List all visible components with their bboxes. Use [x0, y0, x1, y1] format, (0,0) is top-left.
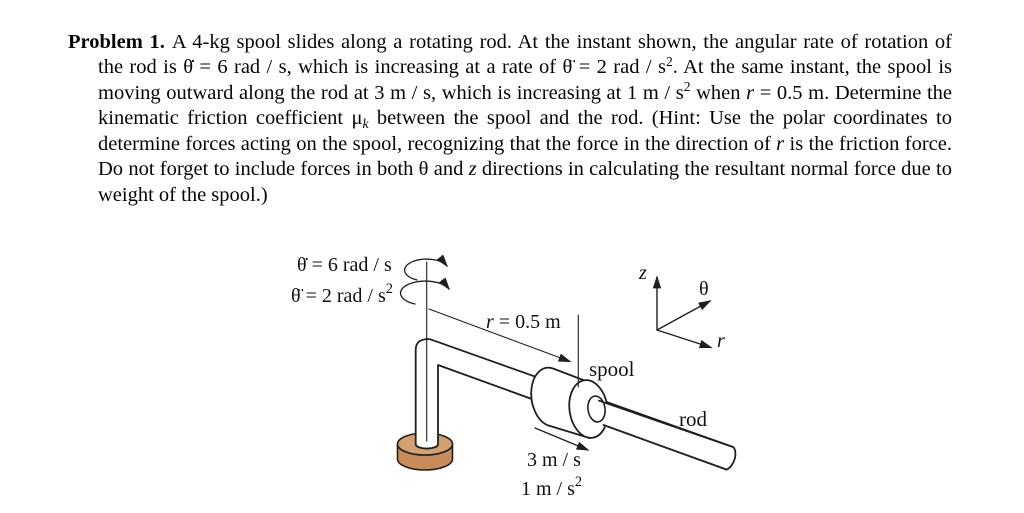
superscript-2: 2	[665, 53, 673, 69]
axis-theta-arrow	[657, 301, 710, 330]
axis-theta-label: θ	[699, 278, 709, 300]
theta-ddot-rate-label	[291, 281, 393, 307]
theta-ddot-main: θ̈ = 2 rad / s	[291, 285, 386, 307]
problem-text-segment: A 4-kg spool slides along a rotating rod. At the instant shown, the angular rate of rotation of the rod is θ̇ = 6 rad / s, which is increasing at a rate of θ̈ = 2 rad / s	[98, 30, 952, 79]
rotation-arrow-theta-dot	[405, 259, 447, 280]
axis-z-label: z	[639, 262, 647, 284]
radius-dimension-label	[486, 311, 561, 333]
problem-statement	[0, 30, 952, 209]
radius-value: = 0.5 m	[493, 311, 561, 333]
theta-ddot-superscript: 2	[385, 281, 393, 297]
rod-label: rod	[679, 407, 707, 431]
problem-text-segment: directions in calculating the resultant normal force due to weight of the spool.)	[98, 158, 952, 207]
radius-variable: r	[486, 311, 494, 333]
figure-spool-rod	[270, 235, 780, 513]
superscript-2: 2	[683, 79, 691, 95]
figure-linework	[398, 259, 741, 470]
problem-text-segment: . At the same instant, the spool is moving outward along the rod at 3 m / s, which is increasing at 1 m / s	[98, 56, 952, 104]
problem-text-segment: between the spool and the rod. (Hint: Use the polar coordinates to determine forces acting on the spool, recognizing that the force in the direction of	[98, 107, 952, 155]
variable-r: r	[776, 132, 785, 155]
rod-right-fill	[599, 400, 741, 470]
subscript-k: k	[362, 115, 369, 131]
acceleration-superscript: 2	[574, 474, 583, 490]
theta-dot-rate-label: θ̇ = 6 rad / s	[297, 254, 392, 276]
variable-r: r	[746, 81, 755, 104]
figure-svg	[270, 235, 780, 513]
axis-r-label: r	[717, 330, 725, 352]
variable-z: z	[468, 158, 477, 181]
problem-text-segment: = 0.5 m. Determine the kinematic friction coefficient μ	[98, 81, 952, 130]
rotation-arrow-theta-ddot	[401, 281, 449, 304]
axis-r-arrow	[657, 330, 711, 348]
problem-text-segment: is the friction force. Do not forget to include forces in both θ and	[98, 132, 952, 181]
acceleration-label	[521, 474, 582, 500]
acceleration-main: 1 m / s	[521, 478, 575, 500]
problem-text-segment: when	[690, 81, 747, 104]
speed-label: 3 m / s	[527, 449, 581, 471]
spool-label: spool	[589, 357, 635, 381]
problem-label: Problem 1.	[68, 30, 165, 53]
